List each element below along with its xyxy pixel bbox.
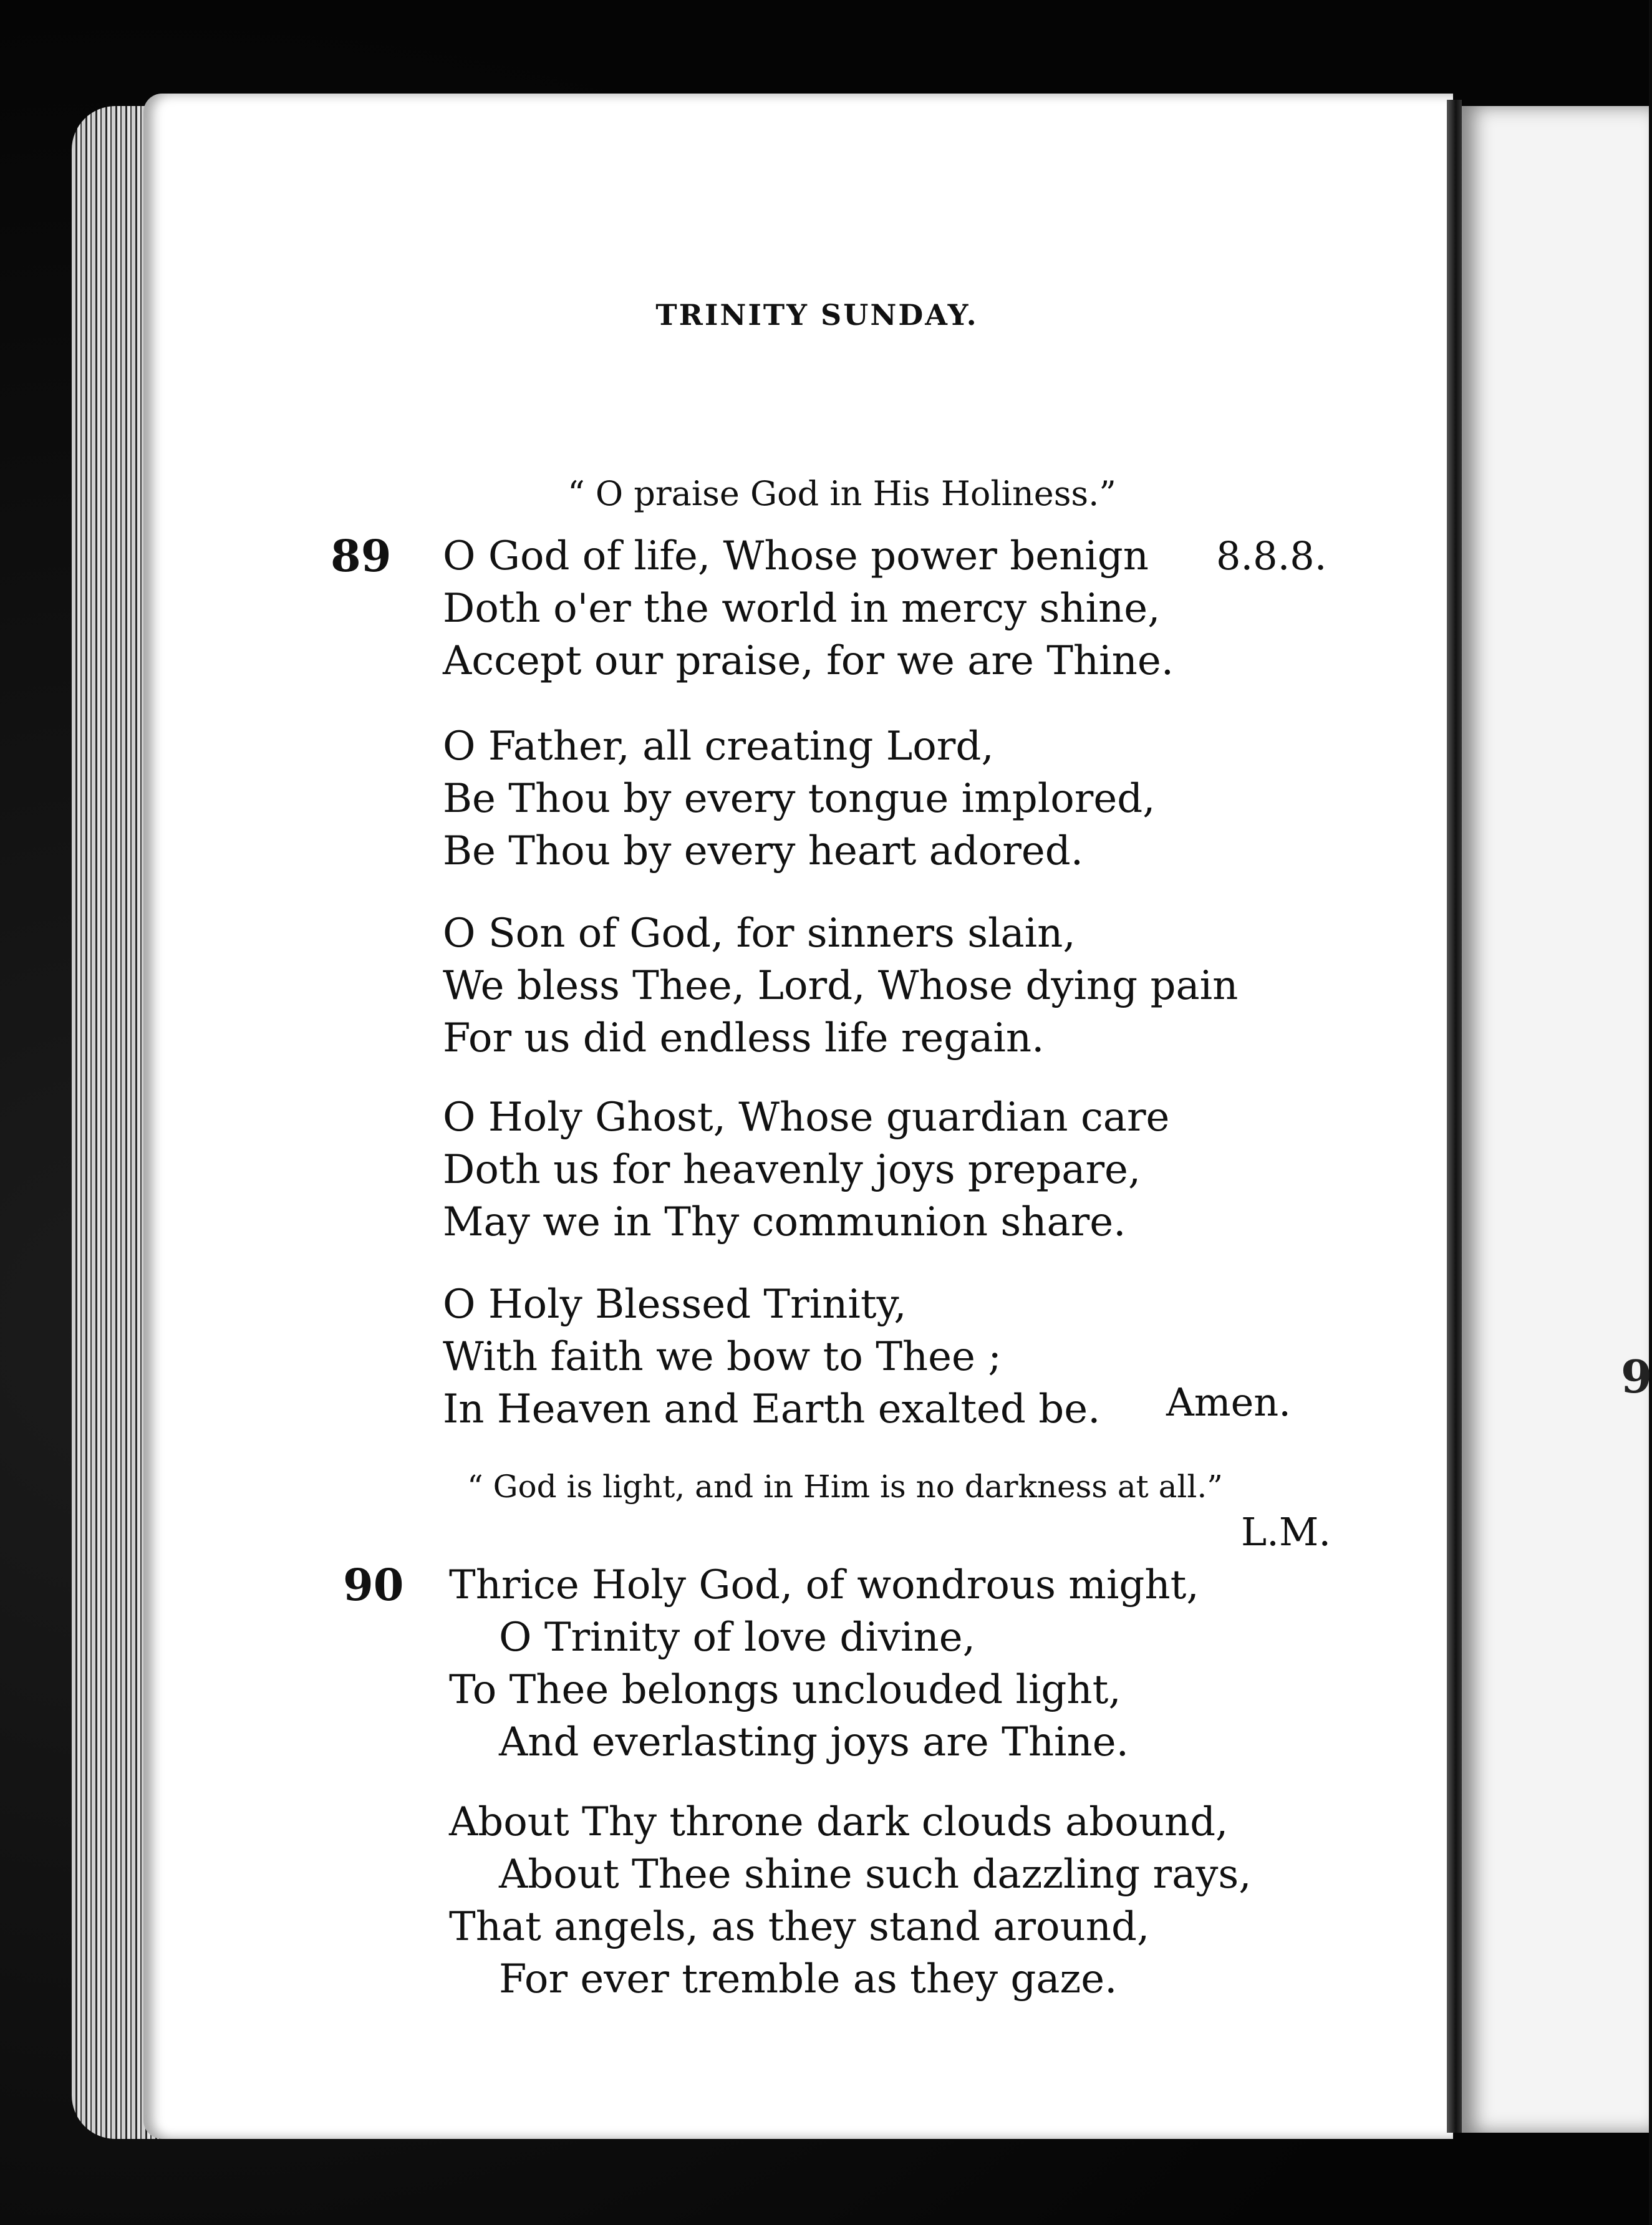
- hymn-89-stanza-5: [443, 1278, 1100, 1436]
- verse-line: And everlasting joys are Thine.: [499, 1719, 1129, 1765]
- verse-line: Be Thou by every heart adored.: [443, 828, 1084, 874]
- verse-line: With faith we bow to Thee ;: [443, 1334, 1002, 1380]
- verse-line: Be Thou by every tongue implored,: [443, 776, 1156, 822]
- verse-line: Accept our praise, for we are Thine.: [443, 638, 1174, 684]
- verse-line: O Father, all creating Lord,: [443, 723, 994, 770]
- hymn-89-number: 89: [331, 530, 392, 582]
- hymn-90-epigraph: “ God is light, and in Him is no darkness at all.”: [467, 1469, 1223, 1505]
- hymn-89-epigraph: “ O praise God in His Holiness.”: [568, 474, 1116, 513]
- verse-line: For ever tremble as they gaze.: [499, 1956, 1118, 2002]
- verse-line: In Heaven and Earth exalted be.: [443, 1386, 1101, 1432]
- hymn-89-stanza-2: [443, 720, 1156, 877]
- hymn-89-stanza-1: [443, 530, 1174, 687]
- verse-line: For us did endless life regain.: [443, 1015, 1045, 1061]
- book-gutter: [1447, 100, 1462, 2133]
- verse-line: Thrice Holy God, of wondrous might,: [449, 1562, 1199, 1608]
- book-page: [143, 94, 1453, 2139]
- verse-line: O Holy Blessed Trinity,: [443, 1281, 907, 1328]
- verse-line: O Holy Ghost, Whose guardian care: [443, 1094, 1170, 1141]
- hymn-89-stanza-3: [443, 907, 1238, 1064]
- hymn-90-meter: L.M.: [1241, 1509, 1331, 1555]
- running-head: TRINITY SUNDAY.: [655, 298, 978, 332]
- hymn-90-stanza-1: [449, 1559, 1199, 1769]
- hymn-90-stanza-2: [449, 1796, 1252, 2005]
- verse-line: Doth us for heavenly joys prepare,: [443, 1147, 1141, 1193]
- hymn-89-amen: Amen.: [1166, 1379, 1291, 1425]
- hymn-89-stanza-4: [443, 1091, 1169, 1248]
- verse-line: That angels, as they stand around,: [449, 1904, 1150, 1950]
- verse-line: O God of life, Whose power benign: [443, 533, 1149, 579]
- verse-line: O Trinity of love divine,: [499, 1614, 975, 1661]
- facing-page-number-fragment: 9: [1621, 1350, 1652, 1403]
- verse-line: Doth o'er the world in mercy shine,: [443, 586, 1161, 632]
- verse-line: About Thee shine such dazzling rays,: [499, 1851, 1252, 1898]
- hymn-89-meter: 8.8.8.: [1216, 533, 1327, 579]
- hymn-90-number: 90: [343, 1559, 404, 1611]
- verse-line: To Thee belongs unclouded light,: [449, 1667, 1121, 1713]
- verse-line: We bless Thee, Lord, Whose dying pain: [443, 963, 1239, 1009]
- verse-line: O Son of God, for sinners slain,: [443, 910, 1076, 957]
- facing-page-edge: [1462, 106, 1652, 2133]
- verse-line: May we in Thy communion share.: [443, 1199, 1126, 1245]
- verse-line: About Thy throne dark clouds abound,: [449, 1799, 1229, 1845]
